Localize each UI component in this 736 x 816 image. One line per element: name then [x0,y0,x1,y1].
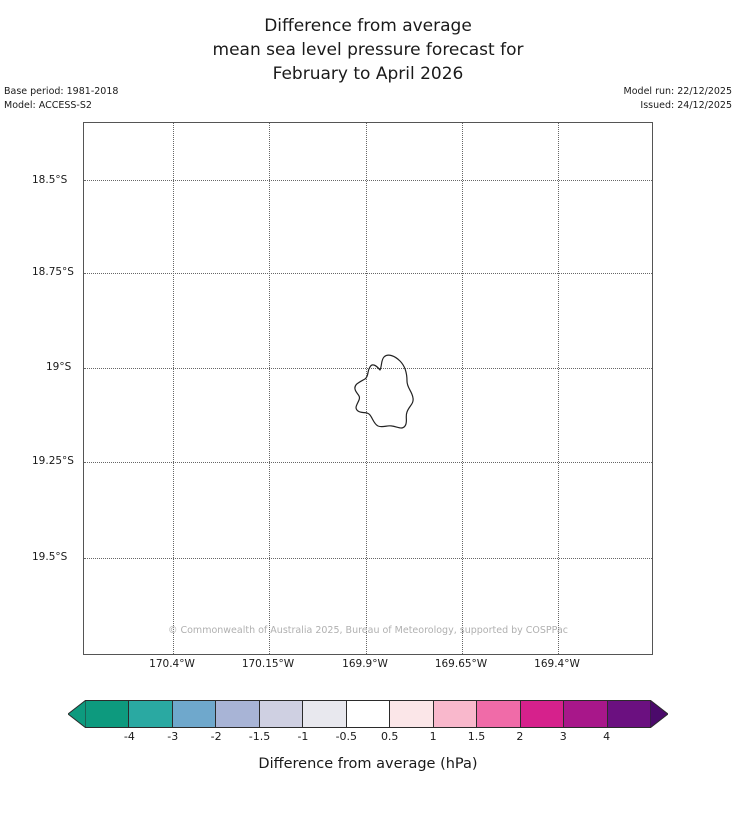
island-outline-icon [84,123,654,656]
colorbar-low-cap-icon [68,700,86,728]
colorbar-cell-12 [608,701,650,727]
page-title [0,14,736,86]
colorbar-tick-4: -1 [297,730,309,743]
colorbar-tick-8: 1.5 [467,730,486,743]
metadata-left [4,85,118,113]
gridline-vertical-169-4W [558,123,559,654]
model-text: Model: ACCESS-S2 [4,100,92,111]
gridline-horizontal-18-75S [84,273,652,274]
issued-text: Issued: 24/12/2025 [640,100,732,111]
colorbar-tick-2: -2 [210,730,222,743]
xtick-label-4: 169.4°W [534,658,580,670]
ytick-label-0: 18.5°S [32,174,68,186]
colorbar-tick-6: 0.5 [380,730,399,743]
ytick-label-3: 19.25°S [32,455,74,467]
ytick-label-2: 19°S [46,361,72,373]
colorbar-cell-5 [303,701,346,727]
colorbar-cell-11 [564,701,607,727]
colorbar-cell-0 [86,701,129,727]
colorbar [68,700,668,743]
base-period-text: Base period: 1981-2018 [4,86,119,97]
colorbar-axis-label: Difference from average (hPa) [258,756,478,772]
colorbar-tick-10: 3 [559,730,567,743]
xtick-label-2: 169.9°W [342,658,388,670]
copyright-text: © Commonwealth of Australia 2025, Bureau of Meteorology, supported by COSPPac [167,625,569,636]
colorbar-cell-8 [434,701,477,727]
model-run-text: Model run: 22/12/2025 [623,86,732,97]
colorbar-cell-6 [347,701,390,727]
gridline-horizontal-18-5S [84,180,652,181]
gridline-horizontal-19S [84,368,652,369]
gridline-vertical-170-15W [269,123,270,654]
title-line-1: Difference from average [264,16,472,36]
colorbar-cell-3 [216,701,259,727]
colorbar-tick-11: 4 [603,730,611,743]
colorbar-tick-1: -3 [167,730,179,743]
colorbar-cell-2 [173,701,216,727]
colorbar-cell-1 [129,701,172,727]
colorbar-tick-7: 1 [429,730,437,743]
colorbar-tick-3: -1.5 [248,730,271,743]
gridline-horizontal-19-25S [84,462,652,463]
title-line-2: mean sea level pressure forecast for [212,40,524,60]
colorbar-cell-7 [390,701,433,727]
map-panel[interactable] [83,122,653,655]
colorbar-cell-4 [260,701,303,727]
ytick-label-1: 18.75°S [32,266,74,278]
colorbar-cell-9 [477,701,520,727]
xtick-label-1: 170.15°W [241,658,295,670]
gridline-vertical-170-4W [173,123,174,654]
colorbar-tick-5: -0.5 [335,730,358,743]
colorbar-ticks [86,730,650,746]
colorbar-tick-9: 2 [516,730,524,743]
ytick-label-4: 19.5°S [32,551,68,563]
gridline-vertical-169-9W [366,123,367,654]
title-line-3: February to April 2026 [272,64,464,84]
colorbar-bar [68,700,668,728]
colorbar-cells [86,700,650,728]
colorbar-tick-0: -4 [123,730,135,743]
colorbar-high-cap-icon [650,700,668,728]
gridline-horizontal-19-5S [84,558,652,559]
gridline-vertical-169-65W [462,123,463,654]
xtick-label-3: 169.65°W [434,658,488,670]
xtick-label-0: 170.4°W [149,658,195,670]
metadata-right [624,85,732,113]
colorbar-cell-10 [521,701,564,727]
